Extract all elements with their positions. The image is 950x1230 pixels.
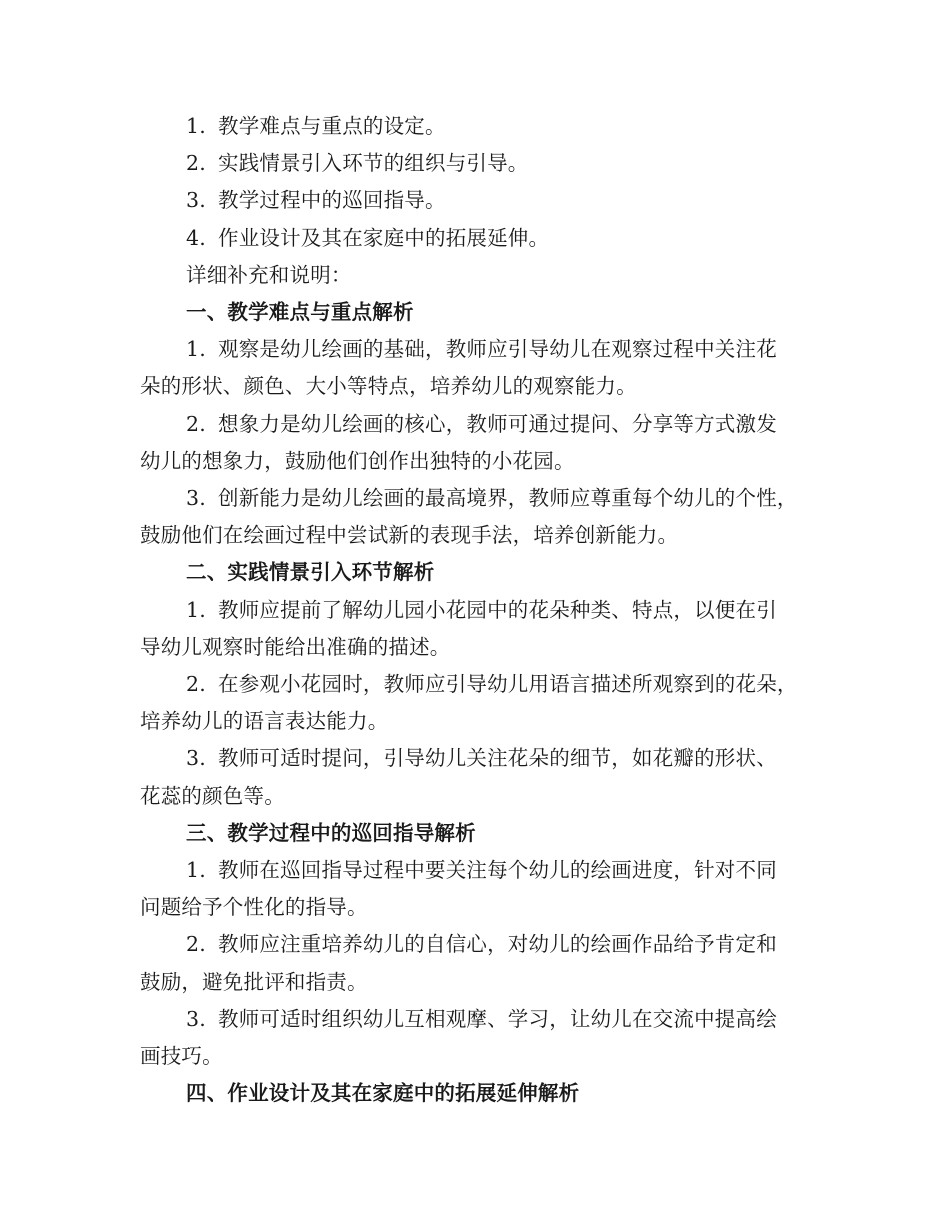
section-heading: 二、实践情景引入环节解析 <box>186 560 435 585</box>
section-paragraph: 2. 想象力是幼儿绘画的核心，教师可通过提问、分享等方式激发 幼儿的想象力，鼓励他们创作出独特的小花园。 <box>140 411 777 473</box>
section-paragraph: 1. 观察是幼儿绘画的基础，教师应引导幼儿在观察过程中关注花 朵的形状、颜色、大小等特点，培养幼儿的观察能力。 <box>140 337 777 399</box>
section-paragraph: 1. 教师在巡回指导过程中要关注每个幼儿的绘画进度，针对不同 问题给予个性化的指导。 <box>140 858 777 920</box>
outline-item: 4. 作业设计及其在家庭中的拓展延伸。 <box>186 225 550 250</box>
outline-list <box>0 108 950 257</box>
section-paragraph: 3. 创新能力是幼儿绘画的最高境界，教师应尊重每个幼儿的个性， 鼓励他们在绘画过程中尝试新的表现手法，培养创新能力。 <box>140 486 798 548</box>
section-paragraph: 2. 在参观小花园时，教师应引导幼儿用语言描述所观察到的花朵， 培养幼儿的语言表达能力。 <box>140 672 798 734</box>
section-heading: 四、作业设计及其在家庭中的拓展延伸解析 <box>186 1081 580 1106</box>
section-paragraph: 2. 教师应注重培养幼儿的自信心，对幼儿的绘画作品给予肯定和 鼓励，避免批评和指责。 <box>140 932 777 994</box>
document-page <box>0 108 950 1112</box>
section-paragraph: 1. 教师应提前了解幼儿园小花园中的花朵种类、特点，以便在引 导幼儿观察时能给出准确的描述。 <box>140 597 777 659</box>
outline-item: 3. 教学过程中的巡回指导。 <box>186 188 446 213</box>
section-heading: 三、教学过程中的巡回指导解析 <box>186 820 476 845</box>
outline-item: 2. 实践情景引入环节的组织与引导。 <box>186 151 529 176</box>
section-paragraph: 3. 教师可适时提问，引导幼儿关注花朵的细节，如花瓣的形状、 花蕊的颜色等。 <box>140 746 777 808</box>
intro-text: 详细补充和说明： <box>186 262 352 287</box>
section-heading: 一、教学难点与重点解析 <box>186 300 414 325</box>
outline-item: 1. 教学难点与重点的设定。 <box>186 114 446 138</box>
section-paragraph: 3. 教师可适时组织幼儿互相观摩、学习，让幼儿在交流中提高绘 画技巧。 <box>140 1006 777 1069</box>
